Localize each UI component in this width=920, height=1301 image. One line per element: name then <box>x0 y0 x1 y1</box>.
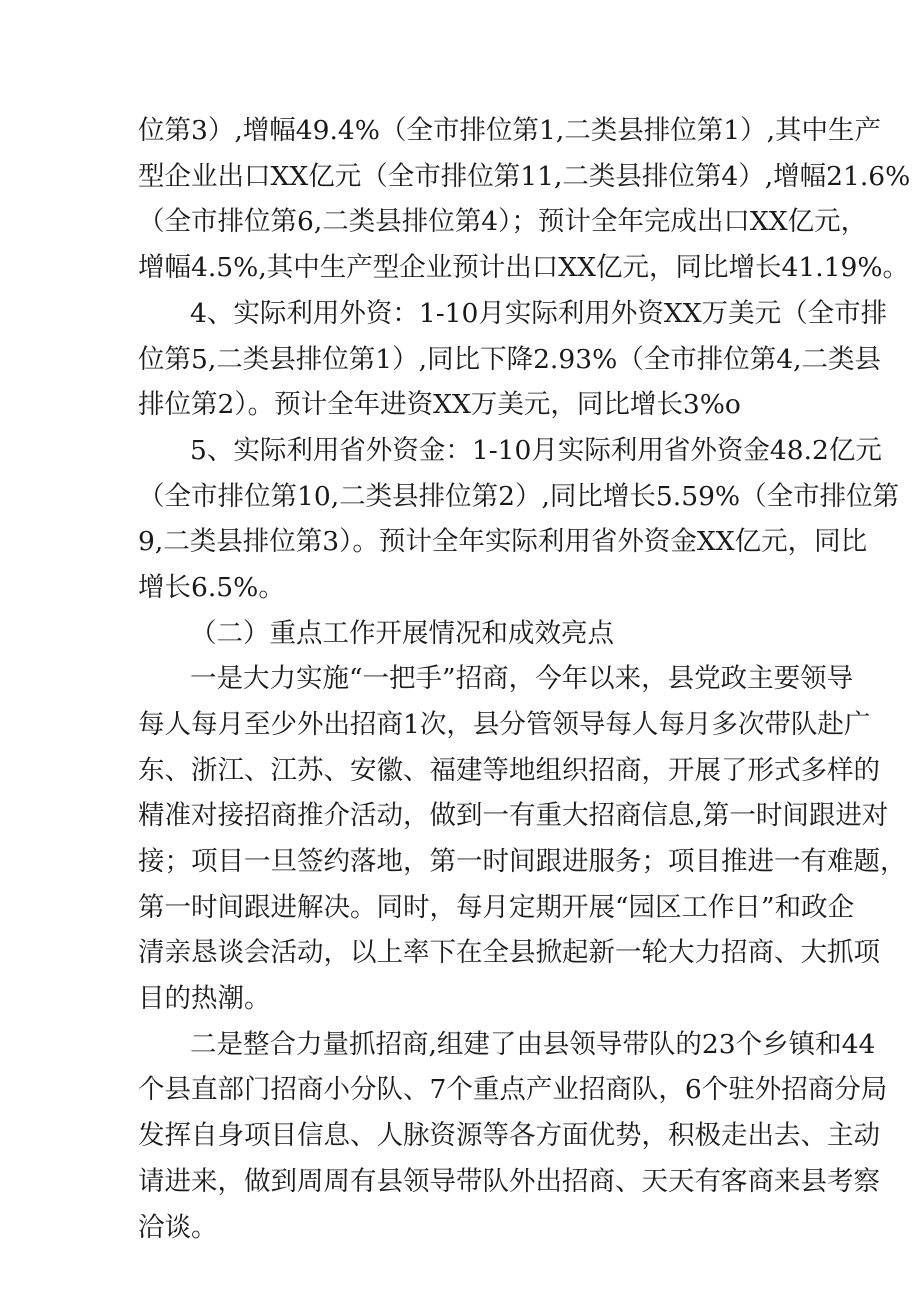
body-text-line: 增长6.5%。 <box>138 572 285 603</box>
paragraph-item-4-first-line: 4、实际利用外资：1-10月实际利用外资XX万美元（全市排 <box>190 298 888 329</box>
body-text-line: 9,二类县排位第3）。预计全年实际利用省外资金XX亿元，同比 <box>138 526 868 557</box>
paragraph-first-line: 一是大力实施“一把手”招商，今年以来，县党政主要领导 <box>190 663 854 694</box>
body-text-line: 发挥自身项目信息、人脉资源等各方面优势，积极走出去、主动 <box>138 1120 880 1151</box>
body-text-line: 位第3）,增幅49.4%（全市排位第1,二类县排位第1）,其中生产 <box>138 115 882 146</box>
body-text-line: （全市排位第6,二类县排位第4）；预计全年完成出口XX亿元， <box>138 206 868 237</box>
body-text-line: 个县直部门招商小分队、7个重点产业招商队，6个驻外招商分局 <box>138 1074 888 1105</box>
body-text-line: 位第5,二类县排位第1）,同比下降2.93%（全市排位第4,二类县 <box>138 344 882 375</box>
body-text-line: 型企业出口XX亿元（全市排位第11,二类县排位第4）,增幅21.6% <box>138 161 911 192</box>
body-text-line: （全市排位第10,二类县排位第2）,同比增长5.59%（全市排位第 <box>138 481 900 512</box>
body-text-line: 增幅4.5%,其中生产型企业预计出口XX亿元，同比增长41.19%。 <box>138 252 910 283</box>
body-text-line: 洽谈。 <box>138 1212 218 1243</box>
body-text-line: 请进来，做到周周有县领导带队外出招商、天天有客商来县考察 <box>138 1166 880 1197</box>
paragraph-item-5-first-line: 5、实际利用省外资金：1-10月实际利用省外资金48.2亿元 <box>190 435 882 466</box>
section-heading: （二）重点工作开展情况和成效亮点 <box>190 618 614 649</box>
body-text-line: 东、浙江、江苏、安徽、福建等地组织招商，开展了形式多样的 <box>138 755 880 786</box>
body-text-line: 排位第2）。预计全年进资XX万美元，同比增长3%o <box>138 389 741 420</box>
body-text-line: 清亲恳谈会活动，以上率下在全县掀起新一轮大力招商、大抓项 <box>138 937 880 968</box>
paragraph-first-line: 二是整合力量抓招商,组建了由县领导带队的23个乡镇和44 <box>190 1029 876 1060</box>
body-text-line: 精准对接招商推介活动，做到一有重大招商信息,第一时间跟进对 <box>138 800 889 831</box>
body-text-line: 接；项目一旦签约落地，第一时间跟进服务；项目推进一有难题， <box>138 846 907 877</box>
body-text-line: 目的热潮。 <box>138 983 271 1014</box>
body-text-line: 第一时间跟进解决。同时，每月定期开展“园区工作日”和政企 <box>138 892 855 923</box>
body-text-line: 每人每月至少外出招商1次，县分管领导每人每月多次带队赴广 <box>138 709 871 740</box>
